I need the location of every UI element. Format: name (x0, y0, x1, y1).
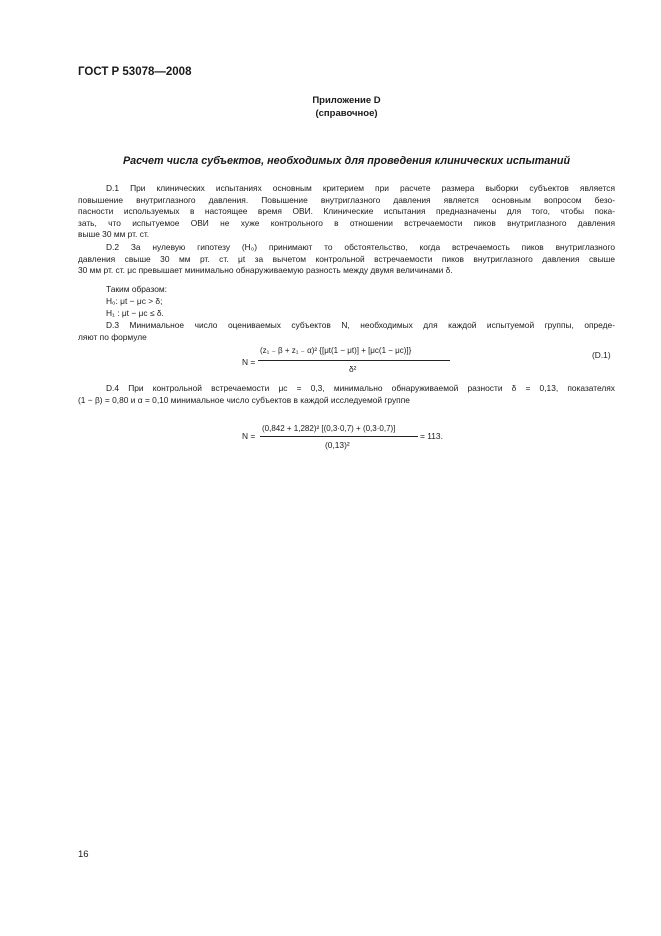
thus-line: Таким образом: (106, 284, 167, 294)
formula-d4-numerator: (0,842 + 1,282)² [(0,3·0,7) + (0,3·0,7)] (262, 424, 396, 433)
formula-d1-denominator: δ² (349, 364, 357, 374)
formula-d4-lhs: N = (242, 431, 256, 441)
paragraph-line: D.3 Минимальное число оцениваемых субъектов N, необходимых для каждой испытуемой группы, опреде- (106, 320, 615, 330)
formula-d1-fraction-bar (258, 360, 450, 361)
paragraph-line: давления свыше 30 мм рт. ст. μt за вычетом контрольной встречаемости пиков внутриглазного давления свыше (78, 253, 615, 264)
paragraph-line: ляют по формуле (78, 331, 147, 342)
page-number: 16 (78, 849, 89, 860)
formula-d1-lhs: N = (242, 357, 256, 367)
hypothesis-h1: H₁ : μt − μc ≤ δ. (106, 308, 164, 318)
equation-number: (D.1) (592, 350, 611, 360)
paragraph-line: (1 − β) = 0,80 и α = 0,10 минимальное число субъектов в каждой исследуемой группе (78, 394, 410, 405)
paragraph-line: D.2 За нулевую гипотезу (H₀) принимают то обстоятельство, когда встречаемость пиков внутриглазного (106, 242, 615, 252)
annex-label: Приложение D (312, 95, 381, 106)
paragraph-line: D.4 При контрольной встречаемости μc = 0,3, минимально обнаруживаемой разности δ = 0,13, показателях (106, 383, 615, 393)
paragraph-line: выше 30 мм рт. ст. (78, 229, 150, 239)
paragraph-line: 30 мм рт. ст. μc превышает минимально обнаруживаемую разность между двумя величинами δ. (78, 265, 453, 275)
paragraph-line: зать, что испытуемое ОВИ не хуже контрольного в отношении встречаемости пиков внутриглазного давления (78, 217, 615, 228)
paragraph-line: D.1 При клинических испытаниях основным критерием при расчете размера выборки субъектов является (106, 183, 615, 193)
formula-d4-result: = 113. (420, 431, 443, 441)
formula-d4-denominator: (0,13)² (325, 440, 350, 450)
paragraph-d2 (78, 242, 615, 277)
annex-type: (справочное) (315, 108, 378, 119)
paragraph-d1 (78, 183, 615, 241)
paragraph-d3 (78, 320, 615, 343)
hypothesis-h0: H₀: μt − μc > δ; (106, 296, 163, 306)
formula-d4-fraction-bar (260, 436, 418, 437)
paragraph-d4 (78, 383, 615, 406)
standard-header: ГОСТ Р 53078—2008 (78, 66, 192, 78)
paragraph-line: пасности используемых в настоящее время ОВИ. Клинические испытания предназначены для того, чтобы пока- (78, 206, 615, 216)
paragraph-line: повышение внутриглазного давления. Повышение внутриглазного давления является основным вопросом безо- (78, 194, 615, 205)
formula-d1-numerator: (z₁ ₋ β + z₁ ₋ α)² {[μt(1 − μt)] + [μc(1 − μc)]} (260, 346, 412, 355)
section-title: Расчет числа субъектов, необходимых для проведения клинических испытаний (122, 155, 571, 167)
